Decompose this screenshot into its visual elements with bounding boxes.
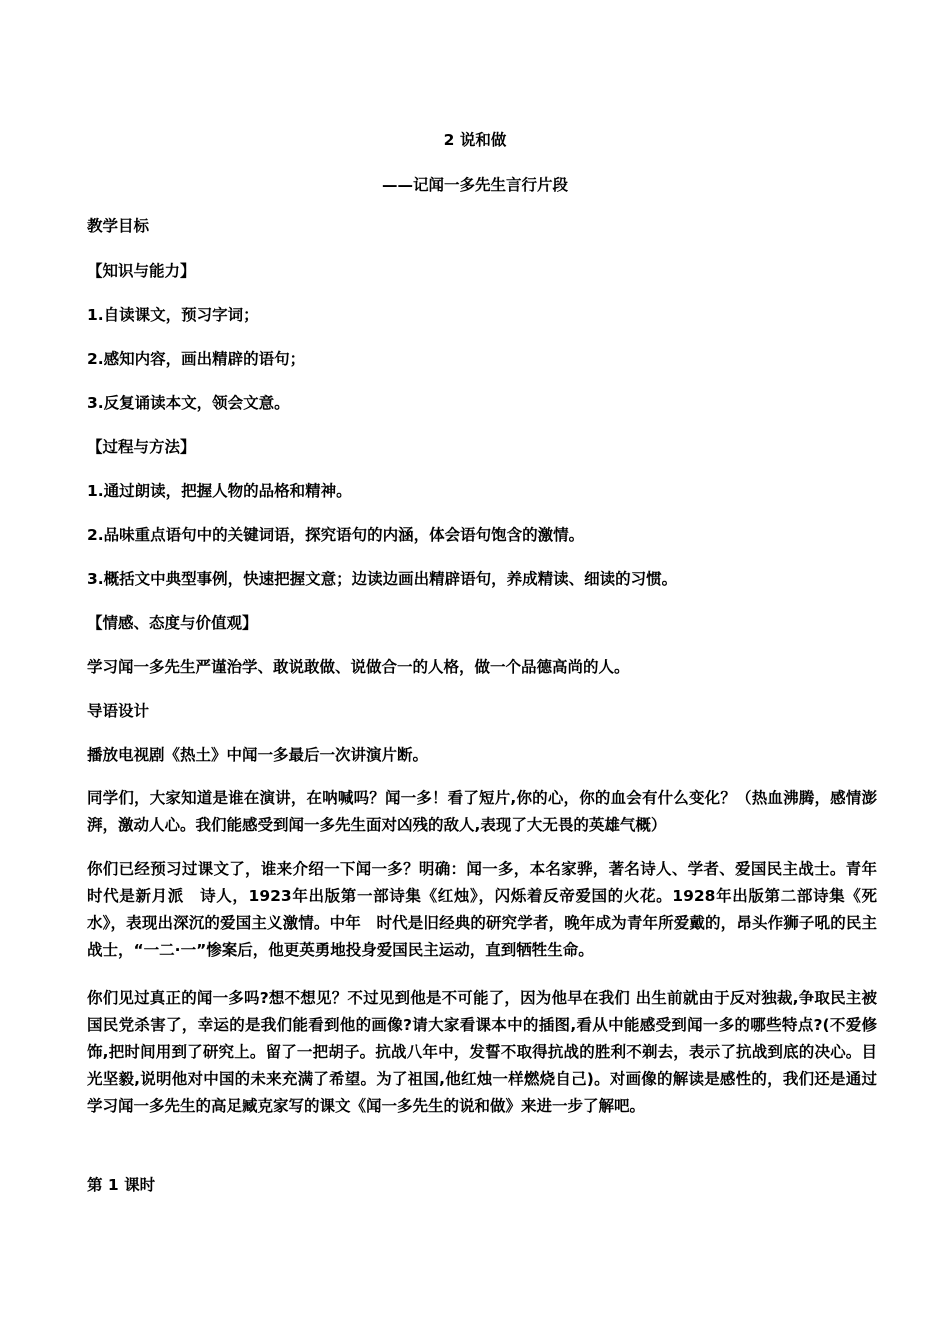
- intro-paragraph: 你们见过真正的闻一多吗?想不想见？不过见到他是不可能了，因为他早在我们 出生前就由于反对独裁,争取民主被国民党杀害了，幸运的是我们能看到他的画像?请大家看课本中的插图,看从中能感受到闻一多的哪些特点?(不爱修饰,把时间用到了研究上。留了一把胡子。抗战八年中，发誓不取得抗战的胜利不剃去，表示了抗战到底的决心。目光坚毅,说明他对中国的未来充满了希望。为了祖国,他红烛一样燃烧自己)。对画像的解读是感性的，我们还是通过学习闻一多先生的高足臧克家写的课文《闻一多先生的说和做》来进一步了解吧。: [87, 989, 877, 1115]
- process-item: 1.通过朗读，把握人物的品格和精神。: [87, 482, 352, 500]
- emotion-text: 学习闻一多先生严谨治学、敢说敢做、说做合一的人格，做一个品德高尚的人。: [87, 658, 630, 676]
- document-title: 2 说和做: [443, 131, 507, 149]
- knowledge-heading: 【知识与能力】: [87, 262, 196, 280]
- emotion-heading: 【情感、态度与价值观】: [87, 614, 258, 632]
- objectives-heading: 教学目标: [87, 217, 150, 235]
- lesson-heading: 第 1 课时: [87, 1176, 156, 1194]
- intro-paragraph: 播放电视剧《热土》中闻一多最后一次讲演片断。: [87, 746, 429, 764]
- process-heading: 【过程与方法】: [87, 438, 196, 456]
- intro-heading: 导语设计: [87, 702, 150, 720]
- knowledge-item: 3.反复诵读本文，领会文意。: [87, 394, 290, 412]
- process-item: 2.品味重点语句中的关键词语，探究语句的内涵，体会语句饱含的激情。: [87, 526, 585, 544]
- document-subtitle: ——记闻一多先生言行片段: [381, 176, 568, 194]
- intro-paragraph: 同学们，大家知道是谁在演讲，在呐喊吗？闻一多！看了短片,你的心，你的血会有什么变化？（热血沸腾，感情澎湃，激动人心。我们能感受到闻一多先生面对凶残的敌人,表现了大无畏的英雄气概）: [87, 789, 877, 834]
- process-item: 3.概括文中典型事例，快速把握文意；边读边画出精辟语句，养成精读、细读的习惯。: [87, 570, 678, 588]
- knowledge-item: 2.感知内容，画出精辟的语句；: [87, 350, 306, 368]
- knowledge-item: 1.自读课文，预习字词；: [87, 306, 259, 324]
- intro-paragraph: 你们已经预习过课文了，谁来介绍一下闻一多？明确：闻一多，本名家骅，著名诗人、学者、爱国民主战士。青年时代是新月派 诗人，1923年出版第一部诗集《红烛》，闪烁着反帝爱国的火花。1928年出版第二部诗集《死水》，表现出深沉的爱国主义激情。中年 时代是旧经典的研究学者，晚年成为青年所爱戴的，昂头作狮子吼的民主战士，“一二·一”惨案后，他更英勇地投身爱国民主运动，直到牺牲生命。: [87, 860, 877, 959]
